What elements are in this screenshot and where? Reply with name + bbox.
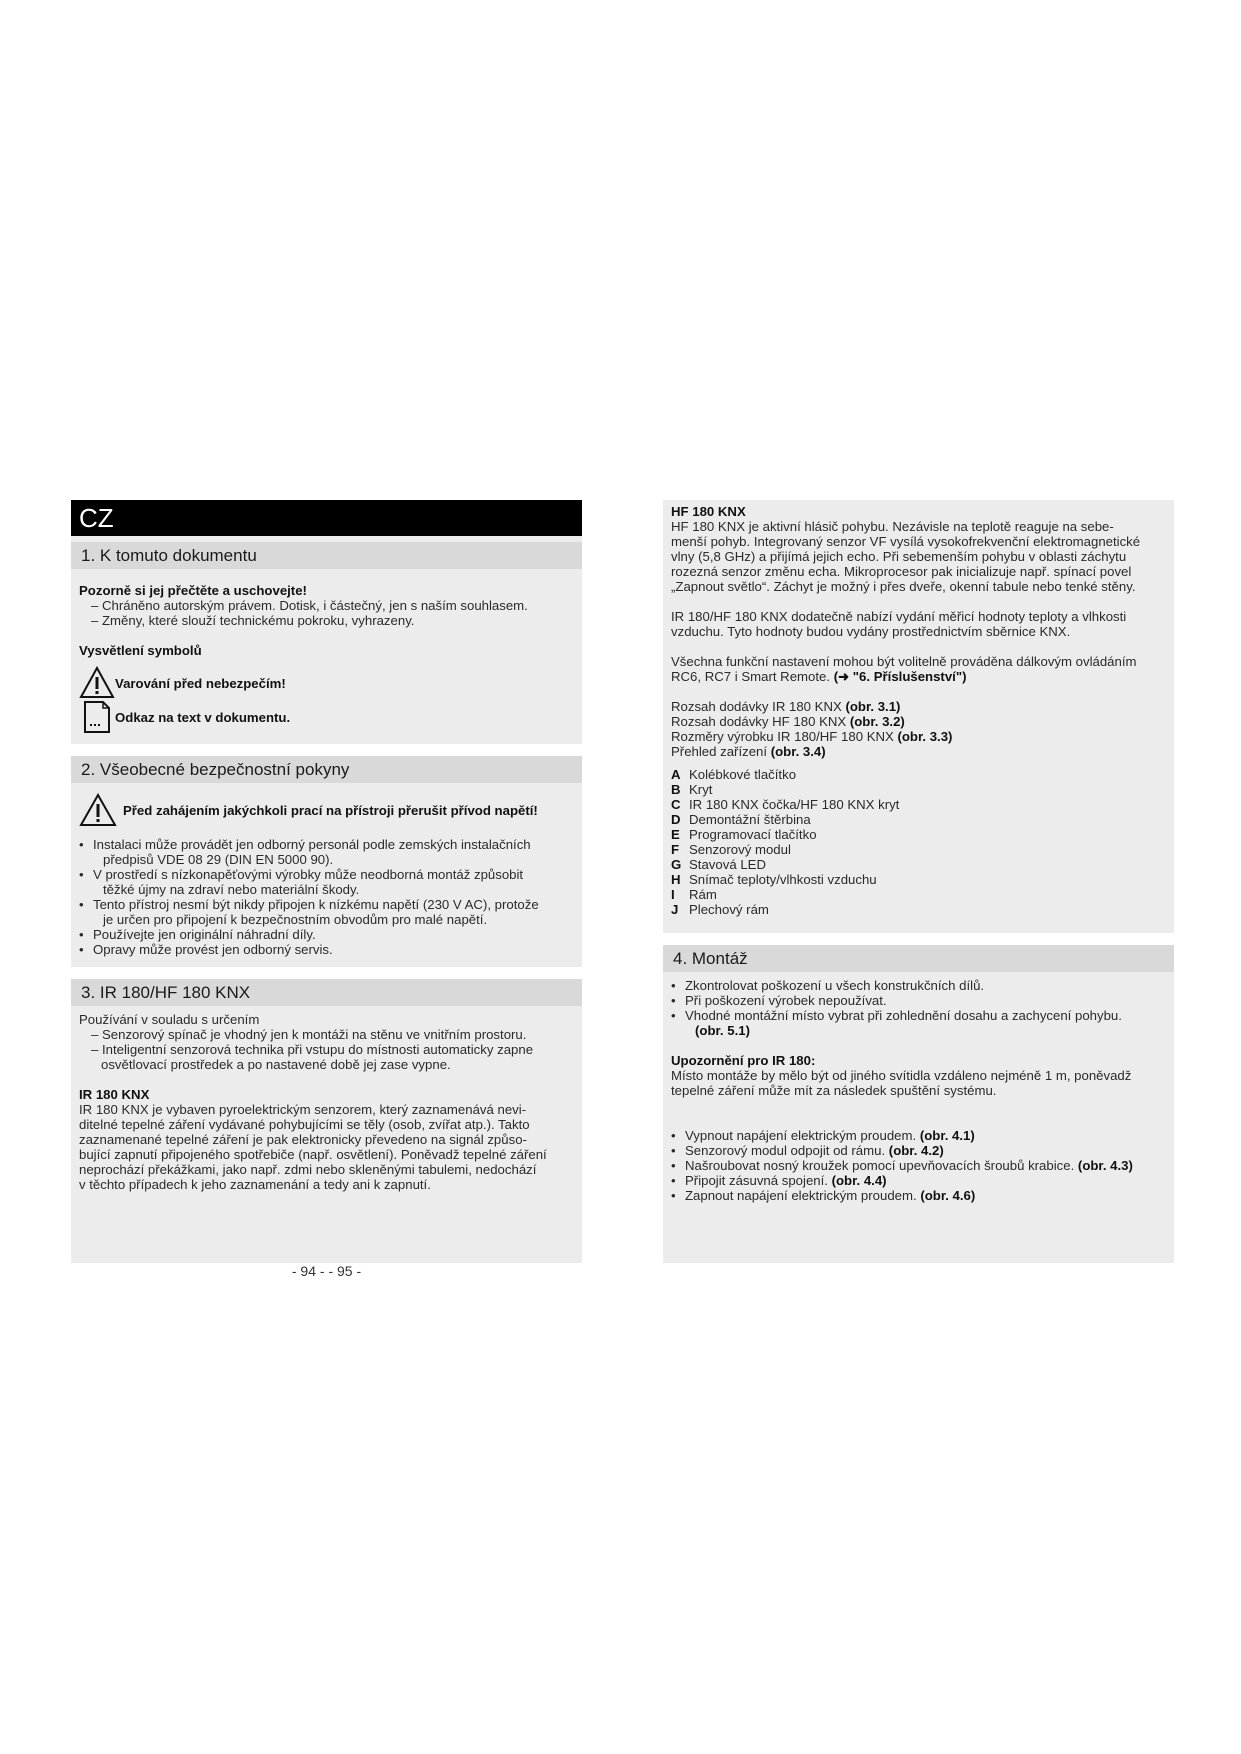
ir-text-line: neprochází překážkami, jako např. zdmi nebo skleněnými tabulemi, nedochází xyxy=(79,1162,537,1177)
read-and-keep-notice: Pozorně si jej přečtěte a uschovejte! xyxy=(79,583,307,598)
list-item: • V prostředí s nízkonapěťovými výrobky může neodborná montáž způsobit těžké újmy na zdraví nebo materiální škody. xyxy=(79,867,574,897)
scope-line: Přehled zařízení (obr. 3.4) xyxy=(671,744,826,759)
hf-text-line: menší pohyb. Integrovaný senzor VF vysílá vysokofrekvenční elektromagnetické xyxy=(671,534,1141,549)
hf-title: HF 180 KNX xyxy=(671,504,746,519)
accessories-reference: (➜ "6. Příslušenství") xyxy=(833,669,967,684)
measure-text-line: IR 180/HF 180 KNX dodatečně nabízí vydání měřicí hodnoty teploty a vlhkosti xyxy=(671,609,1127,624)
language-label: CZ xyxy=(71,500,582,536)
legend-item: A Kolébkové tlačítko xyxy=(671,767,797,782)
legend-item: I Rám xyxy=(671,887,717,902)
voltage-warning-text: Před zahájením jakýchkoli prací na přístroji přerušit přívod napětí! xyxy=(123,802,538,818)
device-legend xyxy=(671,767,1166,917)
document-reference-icon xyxy=(79,700,115,734)
page-number: - 94 - - 95 - xyxy=(291,1263,362,1279)
warning-triangle-icon xyxy=(79,666,115,700)
right-column xyxy=(663,500,1174,1263)
section-4-heading: 4. Montáž xyxy=(663,945,1174,972)
measure-text-line: vzduchu. Tyto hodnoty budou vydány prostřednictvím sběrnice KNX. xyxy=(671,624,1071,639)
legend-item: E Programovací tlačítko xyxy=(671,827,817,842)
ir-note-line: tepelné záření může mít za následek spuštění systému. xyxy=(671,1083,997,1098)
list-item: • Opravy může provést jen odborný servis. xyxy=(79,942,574,957)
remote-text-line: RC6, RC7 i Smart Remote. (➜ "6. Příslušenství") xyxy=(671,669,967,684)
legend-item: F Senzorový modul xyxy=(671,842,791,857)
intended-use-line: osvětlovací prostředek a po nastavené době jej zase vypne. xyxy=(101,1057,451,1072)
list-item: • Při poškození výrobek nepoužívat. xyxy=(671,993,1166,1008)
list-item: • Vypnout napájení elektrickým proudem. (obr. 4.1) xyxy=(671,1128,1166,1143)
list-item: • Tento přístroj nesmí být nikdy připojen k nízkému napětí (230 V AC), protože je určen pro připojení k bezpečnostním obvodům pro malé napětí. xyxy=(79,897,574,927)
legend-item: D Demontážní štěrbina xyxy=(671,812,811,827)
section-4-body xyxy=(663,972,1174,1213)
copyright-line: – Chráněno autorským právem. Dotisk, i částečný, jen s naším souhlasem. xyxy=(91,598,528,613)
intended-use-title: Používání v souladu s určením xyxy=(79,1012,260,1027)
list-item: • Zkontrolovat poškození u všech konstrukčních dílů. xyxy=(671,978,1166,993)
hf-text-line: „Zapnout světlo“. Záchyt je možný i přes dveře, okenní tabule nebo tenké stěny. xyxy=(671,579,1136,594)
mounting-list xyxy=(671,978,1166,1038)
section-2-heading: 2. Všeobecné bezpečnostní pokyny xyxy=(71,756,582,783)
voltage-warning xyxy=(79,793,574,827)
safety-list xyxy=(79,837,574,957)
ir-note-line: Místo montáže by mělo být od jiného svítidla vzdáleno nejméně 1 m, poněvadž xyxy=(671,1068,1132,1083)
remote-text-line: Všechna funkční nastavení mohou být volitelně prováděna dálkovým ovládáním xyxy=(671,654,1137,669)
section-3-heading: 3. IR 180/HF 180 KNX xyxy=(71,979,582,1006)
ir-text-line: v těchto případech k jeho zaznamenání a tedy ani k zapnutí. xyxy=(79,1177,431,1192)
scope-line: Rozsah dodávky HF 180 KNX (obr. 3.2) xyxy=(671,714,905,729)
scope-line: Rozsah dodávky IR 180 KNX (obr. 3.1) xyxy=(671,699,901,714)
hf-text-line: HF 180 KNX je aktivní hlásič pohybu. Nezávisle na teplotě reaguje na sebe- xyxy=(671,519,1114,534)
ir-text-line: IR 180 KNX je vybaven pyroelektrickým senzorem, který zaznamenává nevi- xyxy=(79,1102,527,1117)
hf-text-line: vlny (5,8 GHz) a přijímá jejich echo. Při sebemenším pohybu v oblasti záchytu xyxy=(671,549,1127,564)
symbol-reference-row xyxy=(79,700,574,734)
list-item: • Připojit zásuvná spojení. (obr. 4.4) xyxy=(671,1173,1166,1188)
ir-title: IR 180 KNX xyxy=(79,1087,150,1102)
ir-text-line: bující zapnutí připojeného spotřebiče (např. osvětlení). Poněvadž tepelné záření xyxy=(79,1147,547,1162)
changes-line: – Změny, které slouží technickému pokroku, vyhrazeny. xyxy=(91,613,415,628)
list-item: • Vhodné montážní místo vybrat při zohlednění dosahu a zachycení pohybu. (obr. 5.1) xyxy=(671,1008,1166,1038)
legend-item: J Plechový rám xyxy=(671,902,769,917)
legend-item: C IR 180 KNX čočka/HF 180 KNX kryt xyxy=(671,797,900,812)
section-3-body xyxy=(71,1006,582,1202)
ir-text-line: zaznamenané tepelné záření je pak elektronicky převedeno na signál způso- xyxy=(79,1132,527,1147)
list-item: • Používejte jen originální náhradní díly. xyxy=(79,927,574,942)
warning-triangle-icon xyxy=(79,793,117,827)
hf-text-line: rozezná senzor změnu echa. Mikroprocesor pak inicializuje např. spínací povel xyxy=(671,564,1132,579)
symbol-warning-row xyxy=(79,666,574,700)
section-1-body xyxy=(71,569,582,744)
ir-note-title: Upozornění pro IR 180: xyxy=(671,1053,816,1068)
section-1-heading: 1. K tomuto dokumentu xyxy=(71,542,582,569)
left-column xyxy=(71,500,582,1263)
list-item: • Senzorový modul odpojit od rámu. (obr. 4.2) xyxy=(671,1143,1166,1158)
hf-body xyxy=(663,500,1174,927)
list-item: • Zapnout napájení elektrickým proudem. (obr. 4.6) xyxy=(671,1188,1166,1203)
warning-symbol-label: Varování před nebezpečím! xyxy=(115,675,286,691)
ir-text-line: ditelné tepelné záření vydávané pohybujícími se těly (osob, zvířat atp.). Takto xyxy=(79,1117,530,1132)
section-2-body xyxy=(71,783,582,967)
list-item: • Našroubovat nosný kroužek pomocí upevňovacích šroubů krabice. (obr. 4.3) xyxy=(671,1158,1166,1173)
legend-item: G Stavová LED xyxy=(671,857,766,872)
intended-use-line: – Senzorový spínač je vhodný jen k montáži na stěnu ve vnitřním prostoru. xyxy=(91,1027,527,1042)
mounting-steps xyxy=(671,1128,1166,1203)
intended-use-line: – Inteligentní senzorová technika při vstupu do místnosti automaticky zapne xyxy=(91,1042,534,1057)
symbols-title: Vysvětlení symbolů xyxy=(79,643,202,658)
scope-line: Rozměry výrobku IR 180/HF 180 KNX (obr. 3.3) xyxy=(671,729,953,744)
reference-symbol-label: Odkaz na text v dokumentu. xyxy=(115,709,291,725)
legend-item: H Snímač teploty/vlhkosti vzduchu xyxy=(671,872,877,887)
list-item: • Instalaci může provádět jen odborný personál podle zemských instalačních předpisů VDE 08 29 (DIN EN 5000 90). xyxy=(79,837,574,867)
legend-item: B Kryt xyxy=(671,782,713,797)
